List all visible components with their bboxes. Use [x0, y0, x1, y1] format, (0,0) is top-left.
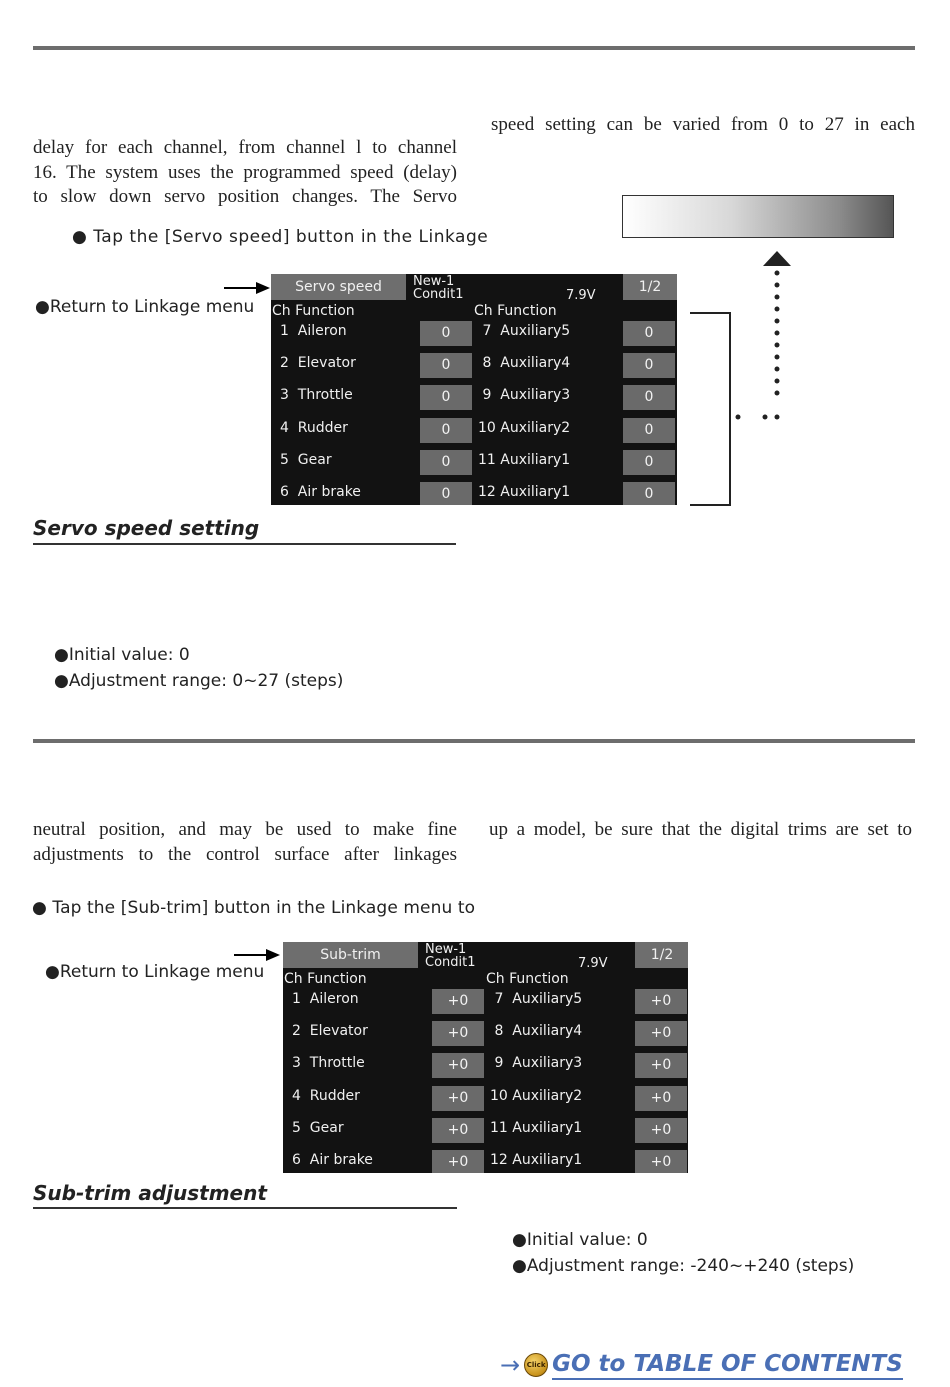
channel-value-button[interactable]: 0 [623, 418, 675, 443]
model-name [413, 275, 464, 301]
battery-voltage: 7.9V [578, 956, 608, 971]
subtrim-right-column-text: up a model, be sure that the digital trims are set to [489, 819, 912, 840]
subtrim-return-arrow-head [266, 949, 280, 961]
subtrim-section-title: Sub-trim adjustment [33, 1181, 267, 1205]
channel-value-button[interactable]: +0 [635, 1150, 687, 1173]
channel-function-label: 3 Throttle [292, 1055, 365, 1071]
model-line: New-1 [413, 274, 455, 289]
servo-speed-title-underline [33, 543, 456, 545]
channel-function-label: 6 Air brake [280, 484, 361, 500]
servo-para-line: delay for each channel, from channel l to channel [33, 137, 457, 158]
channel-function-label: 10 Auxiliary2 [490, 1088, 583, 1104]
servo-para-line: to slow down servo position changes. The Servo [33, 186, 457, 207]
model-line: New-1 [425, 942, 467, 957]
battery-voltage: 7.9V [566, 288, 596, 303]
toc-link-label[interactable]: GO to TABLE OF CONTENTS [552, 1350, 903, 1380]
speed-gradient-illustration [622, 195, 894, 238]
channel-function-label: 1 Aileron [292, 991, 359, 1007]
servo-intro-paragraph [33, 136, 457, 210]
subtrim-return-label[interactable]: ●Return to Linkage menu [45, 962, 265, 982]
arrow-right-icon: → [500, 1351, 521, 1379]
subtrim-intro-paragraph [33, 818, 457, 867]
page-button[interactable]: 1/2 [635, 942, 688, 968]
page-button[interactable]: 1/2 [623, 274, 677, 300]
servo-speed-title-button[interactable]: Servo speed [271, 274, 406, 300]
servo-speed-section-title: Servo speed setting [33, 516, 260, 540]
channel-value-button[interactable]: +0 [432, 1150, 484, 1173]
right-column-header: Ch Function [486, 971, 569, 987]
servo-return-arrow-head [256, 282, 270, 294]
subtrim-screen [283, 942, 688, 1173]
condition-line: Condit1 [425, 955, 476, 970]
channel-value-button[interactable]: +0 [432, 989, 484, 1014]
subtrim-initial-value-note: ●Initial value: 0 [512, 1230, 648, 1250]
channel-value-button[interactable]: 0 [420, 418, 472, 443]
channel-function-label: 11 Auxiliary1 [490, 1120, 583, 1136]
toc-link[interactable] [500, 1348, 903, 1382]
left-column-header: Ch Function [272, 303, 355, 319]
channel-function-label: 9 Auxiliary3 [478, 387, 571, 403]
servo-speed-screen [271, 274, 677, 505]
channel-value-button[interactable]: 0 [623, 385, 675, 410]
subtrim-para-line: adjustments to the control surface after linkages [33, 843, 457, 865]
channel-function-label: 10 Auxiliary2 [478, 420, 571, 436]
channel-value-button[interactable]: +0 [635, 1053, 687, 1078]
channel-function-label: 3 Throttle [280, 387, 353, 403]
servo-adjustment-range-note: ●Adjustment range: 0~27 (steps) [54, 671, 344, 691]
subtrim-title-underline [33, 1207, 457, 1209]
channel-function-label: 2 Elevator [280, 355, 356, 371]
channel-value-button[interactable]: 0 [420, 321, 472, 346]
channel-value-button[interactable]: +0 [432, 1053, 484, 1078]
condition-line: Condit1 [413, 287, 464, 302]
channel-function-label: 12 Auxiliary1 [490, 1152, 583, 1168]
channel-function-label: 7 Auxiliary5 [478, 323, 571, 339]
click-icon: Click [524, 1353, 548, 1377]
servo-return-label[interactable]: ●Return to Linkage menu [35, 297, 255, 317]
servo-return-arrow-line [224, 287, 258, 289]
channel-function-label: 7 Auxiliary5 [490, 991, 583, 1007]
channel-function-label: 8 Auxiliary4 [478, 355, 571, 371]
channel-function-label: 1 Aileron [280, 323, 347, 339]
servo-tap-instruction: ● Tap the [Servo speed] button in the Linkage [72, 227, 489, 247]
channel-value-button[interactable]: 0 [623, 482, 675, 505]
channel-value-button[interactable]: +0 [635, 989, 687, 1014]
subtrim-tap-instruction: ● Tap the [Sub-trim] button in the Linkage menu to [32, 898, 476, 918]
channel-function-label: 5 Gear [280, 452, 332, 468]
channel-function-label: 4 Rudder [280, 420, 348, 436]
top-rule [33, 46, 915, 50]
channel-value-button[interactable]: 0 [420, 385, 472, 410]
channel-value-button[interactable]: 0 [420, 450, 472, 475]
servo-initial-value-note: ●Initial value: 0 [54, 645, 190, 665]
channel-value-button[interactable]: 0 [623, 450, 675, 475]
channel-function-label: 8 Auxiliary4 [490, 1023, 583, 1039]
subtrim-return-arrow-line [234, 954, 268, 956]
subtrim-title-button[interactable]: Sub-trim [283, 942, 418, 968]
servo-speed-indicator-arrow [690, 248, 800, 510]
model-name [425, 943, 476, 969]
channel-function-label: 2 Elevator [292, 1023, 368, 1039]
channel-value-button[interactable]: 0 [623, 353, 675, 378]
channel-function-label: 12 Auxiliary1 [478, 484, 571, 500]
middle-rule [33, 739, 915, 743]
channel-value-button[interactable]: +0 [635, 1086, 687, 1111]
channel-value-button[interactable]: +0 [635, 1118, 687, 1143]
channel-function-label: 6 Air brake [292, 1152, 373, 1168]
left-column-header: Ch Function [284, 971, 367, 987]
channel-value-button[interactable]: 0 [623, 321, 675, 346]
channel-value-button[interactable]: +0 [432, 1086, 484, 1111]
channel-function-label: 4 Rudder [292, 1088, 360, 1104]
subtrim-para-line: neutral position, and may be used to make fine [33, 819, 457, 840]
channel-value-button[interactable]: +0 [635, 1021, 687, 1046]
channel-value-button[interactable]: 0 [420, 353, 472, 378]
servo-right-column-text: speed setting can be varied from 0 to 27 in each [491, 114, 915, 135]
channel-function-label: 9 Auxiliary3 [490, 1055, 583, 1071]
channel-value-button[interactable]: +0 [432, 1021, 484, 1046]
servo-para-line: 16. The system uses the programmed speed (delay) [33, 161, 457, 183]
right-column-header: Ch Function [474, 303, 557, 319]
channel-function-label: 5 Gear [292, 1120, 344, 1136]
subtrim-adjustment-range-note: ●Adjustment range: -240~+240 (steps) [512, 1256, 855, 1276]
channel-function-label: 11 Auxiliary1 [478, 452, 571, 468]
channel-value-button[interactable]: 0 [420, 482, 472, 505]
channel-value-button[interactable]: +0 [432, 1118, 484, 1143]
